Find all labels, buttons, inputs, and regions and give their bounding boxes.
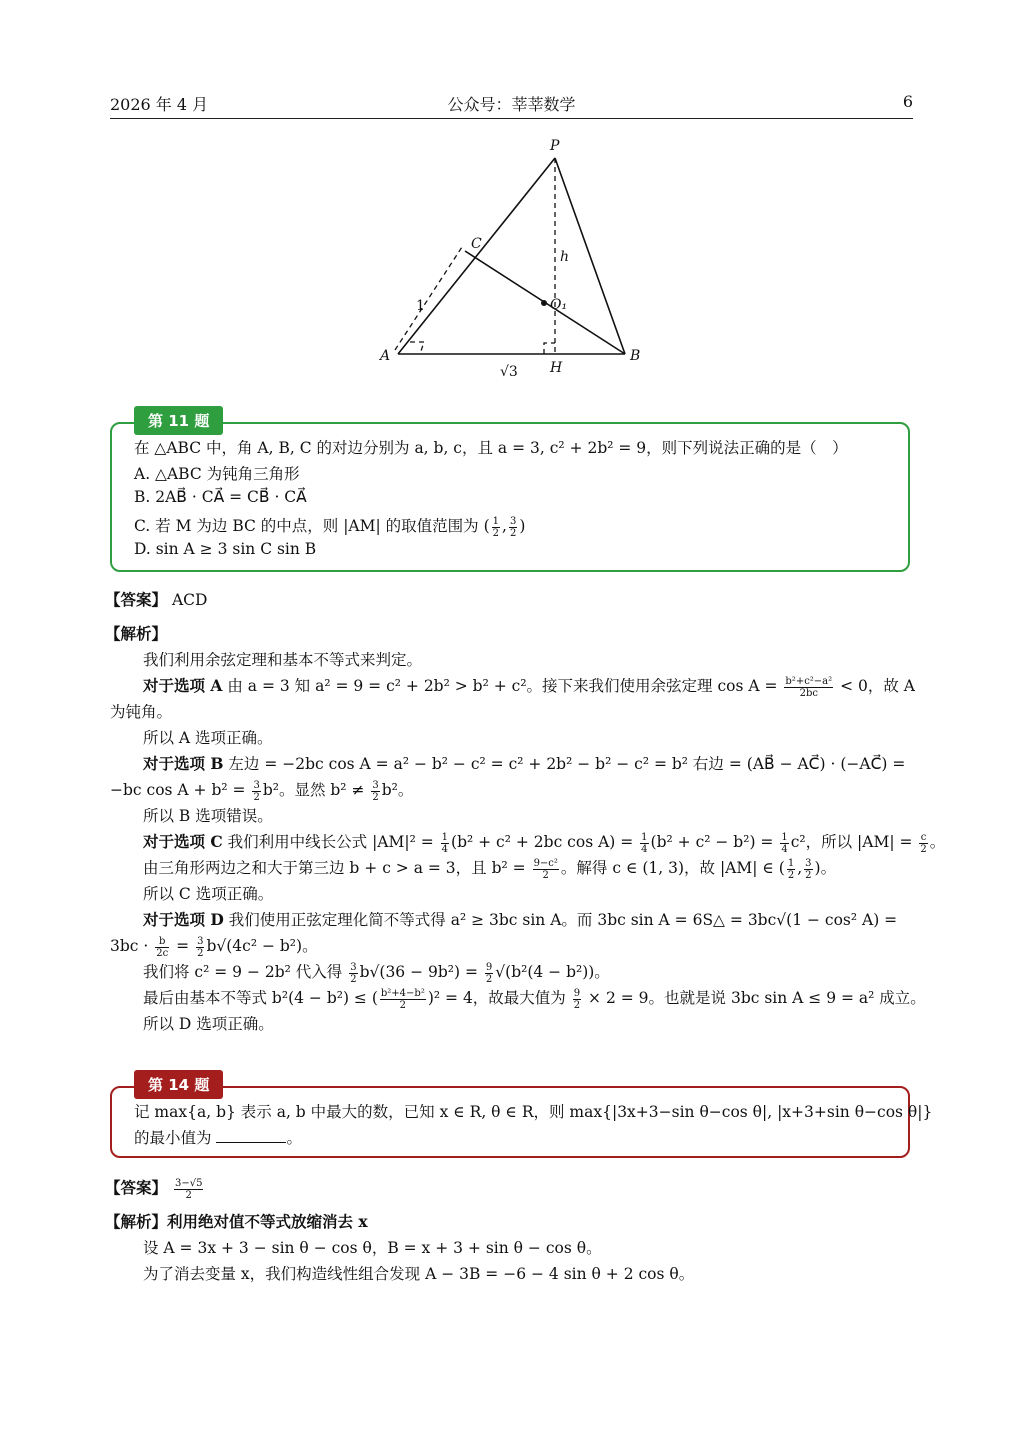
fraction: $\frac{3}{2}$ bbox=[197, 935, 204, 959]
analysis-line: 我们将 c² = 9 − 2b² 代入得 $\frac{3}{2}$ b√(36 − 9b²) = $\frac{9}{2}$ √(b²(4 − b²))。 bbox=[143, 961, 610, 985]
header-rule bbox=[110, 118, 913, 119]
geometry-figure bbox=[370, 136, 660, 382]
label-C: C bbox=[471, 236, 482, 252]
question-14-box bbox=[110, 1076, 933, 1158]
analysis-line: 对于选项 D 我们使用正弦定理化简不等式得 a² ≥ 3bc sin A。而 3bc sin A = 6S△ = 3bc√(1 − cos² A) = bbox=[143, 910, 898, 929]
analysis-line: 为了消去变量 x，我们构造线性组合发现 A − 3B = −6 − 4 sin θ + 2 cos θ。 bbox=[143, 1265, 695, 1283]
analysis-line: −bc cos A + b² = $\frac{3}{2}$ b²。显然 b² ≠ $\frac{3}{2}$ b²。 bbox=[110, 779, 414, 803]
question-11-box bbox=[110, 412, 910, 572]
q11-analysis-label: 【解析】 bbox=[105, 624, 168, 643]
segment-AC bbox=[395, 247, 462, 350]
analysis-line: 对于选项 B 左边 = −2bc cos A = a² − b² − c² = c² + 2b² − b² − c² = b² 右边 = (AB⃗ − AC⃗) · (−AC⃗) = bbox=[143, 754, 906, 773]
answer-value: ACD bbox=[171, 591, 208, 609]
analysis-line: 所以 B 选项错误。 bbox=[143, 807, 273, 825]
analysis-line: 对于选项 A 由 a = 3 知 a² = 9 = c² + 2b² > b² + c²。接下来我们使用余弦定理 cos A = $\frac{\text{b²+c²−a²}}{2bc}$ < 0，故 A bbox=[143, 675, 915, 699]
q11-answer bbox=[105, 588, 207, 610]
label-A: A bbox=[380, 348, 391, 364]
label-H: H bbox=[550, 360, 563, 376]
right-angle-H bbox=[544, 343, 555, 354]
analysis-line: 为钝角。 bbox=[110, 703, 173, 721]
label-O1: O₁ bbox=[550, 297, 568, 313]
question-11-tag: 第 11 题 bbox=[134, 406, 223, 435]
label-one: 1 bbox=[416, 298, 425, 314]
analysis-line: 所以 D 选项正确。 bbox=[143, 1015, 274, 1033]
fraction: $\frac{3}{2}$ bbox=[509, 515, 517, 539]
q14-analysis-heading: 【解析】利用绝对值不等式放缩消去 x bbox=[105, 1212, 368, 1231]
q11-option-b: B. 2AB⃗ · CA⃗ = CB⃗ · CA⃗ bbox=[134, 488, 307, 506]
header-page-number: 6 bbox=[902, 92, 913, 111]
answer-label: 【答案】 bbox=[105, 590, 168, 609]
fraction: $\frac{b}{2c}$ bbox=[156, 935, 169, 959]
fraction: $\frac{3}{2}$ bbox=[372, 779, 379, 803]
analysis-line: 由三角形两边之和大于第三边 b + c > a = 3，且 b² = $\frac{\text{9−c²}}{2}$ 。解得 c ∈ (1, 3)，故 |AM| ∈ ( $\frac{1}{2}$ , $\frac{3}{2}$ )。 bbox=[143, 857, 837, 881]
fraction: $\frac{\text{9−c²}}{2}$ bbox=[533, 857, 558, 881]
label-h: h bbox=[560, 249, 570, 265]
q11-option-c: C. 若 M 为边 BC 的中点，则 |AM| 的取值范围为 ( $\frac{1}{2}$ , $\frac{3}{2}$ ) bbox=[134, 515, 526, 539]
fraction: $\frac{9}{2}$ bbox=[573, 987, 581, 1011]
fraction: $\frac{3}{2}$ bbox=[350, 961, 357, 985]
fraction: $\frac{1}{2}$ bbox=[787, 857, 795, 881]
fraction: $\frac{c}{2}$ bbox=[920, 831, 927, 855]
answer-blank bbox=[216, 1128, 286, 1143]
answer-fraction: $\frac{3-√5}{2}$ bbox=[174, 1177, 203, 1201]
analysis-line: 设 A = 3x + 3 − sin θ − cos θ，B = x + 3 + sin θ − cos θ。 bbox=[143, 1239, 602, 1257]
q14-stem-line-2: 的最小值为 。 bbox=[134, 1129, 302, 1147]
label-P: P bbox=[550, 138, 560, 154]
label-sqrt3: √3 bbox=[500, 364, 518, 380]
label-B: B bbox=[630, 348, 641, 364]
right-angle-A bbox=[410, 342, 424, 354]
fraction: $\frac{1}{2}$ bbox=[492, 515, 499, 539]
point-O1 bbox=[541, 300, 547, 306]
q11-stem: 在 △ABC 中，角 A, B, C 的对边分别为 a, b, c，且 a = 3, c² + 2b² = 9，则下列说法正确的是（ ） bbox=[134, 439, 848, 457]
analysis-line: 所以 A 选项正确。 bbox=[143, 729, 273, 747]
edge-AP bbox=[398, 158, 555, 354]
analysis-line: 所以 C 选项正确。 bbox=[143, 885, 274, 903]
q11-option-a: A. △ABC 为钝角三角形 bbox=[134, 465, 300, 483]
q14-answer bbox=[105, 1176, 205, 1201]
header-date: 2026 年 4 月 bbox=[110, 95, 209, 114]
answer-label: 【答案】 bbox=[105, 1178, 168, 1197]
question-14-tag: 第 14 题 bbox=[134, 1070, 223, 1099]
q11-option-c-text: C. 若 M 为边 BC 的中点，则 |AM| 的取值范围为 ( bbox=[134, 517, 490, 535]
q14-stem-line-1: 记 max{a, b} 表示 a, b 中最大的数，已知 x ∈ R, θ ∈ R，则 max{|3x+3−sin θ−cos θ|, |x+3+sin θ−cos θ|} bbox=[134, 1103, 933, 1121]
fraction: $\frac{1}{4}$ bbox=[641, 831, 648, 855]
analysis-line: 3bc · $\frac{b}{2c}$ = $\frac{3}{2}$ b√(4c² − b²)。 bbox=[110, 935, 318, 959]
fraction: $\frac{\text{b²+4−b²}}{2}$ bbox=[380, 987, 425, 1011]
fraction: $\frac{\text{b²+c²−a²}}{2bc}$ bbox=[785, 675, 833, 699]
fraction: $\frac{3}{2}$ bbox=[805, 857, 812, 881]
analysis-line: 最后由基本不等式 b²(4 − b²) ≤ ( $\frac{\text{b²+4−b²}}{2}$ )² = 4，故最大值为 $\frac{9}{2}$ × 2 = 9。也就是说 3bc sin A ≤ 9 = a² 成立。 bbox=[143, 987, 926, 1011]
page-header bbox=[110, 92, 913, 116]
fraction: $\frac{9}{2}$ bbox=[485, 961, 493, 985]
fraction: $\frac{1}{4}$ bbox=[441, 831, 449, 855]
fraction: $\frac{1}{4}$ bbox=[781, 831, 788, 855]
fraction: $\frac{3}{2}$ bbox=[253, 779, 260, 803]
header-account: 公众号：莘莘数学 bbox=[447, 95, 576, 114]
analysis-line: 我们利用余弦定理和基本不等式来判定。 bbox=[143, 651, 423, 669]
q11-option-d: D. sin A ≥ 3 sin C sin B bbox=[134, 540, 317, 558]
analysis-line: 对于选项 C 我们利用中线长公式 |AM|² = $\frac{1}{4}$ (b² + c² + 2bc cos A) = $\frac{1}{4}$ (b² + c² − b²) = $\frac{1}{4}$ c²，所以 |AM| = $\frac{c}{2}$ 。 bbox=[143, 831, 946, 855]
